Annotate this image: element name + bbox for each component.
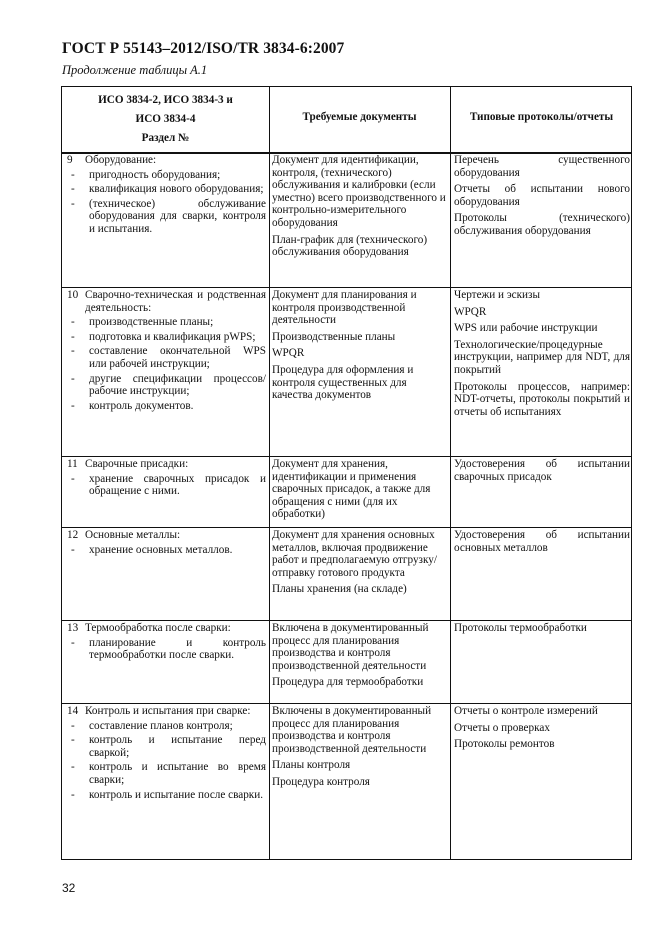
report-entry: WPQR: [454, 305, 487, 318]
column-header-sections: [62, 91, 269, 148]
standards-table: [61, 86, 632, 860]
table-cell-docs: [269, 704, 450, 793]
row-number: 12: [67, 529, 79, 541]
report-entry: Удостоверения об испытании основных металлов: [454, 529, 630, 554]
row-title: Сварочно-техническая и родственная деятельность:: [85, 289, 266, 314]
doc-entry: Документ для идентификации, контроля, (технического) обслуживания и калибровки (если уместно) всего производственного и контрольно-измерительного оборудования: [272, 154, 446, 229]
doc-entry: План-график для (технического) обслуживания оборудования: [272, 233, 428, 259]
table-cell-docs: [269, 153, 450, 263]
table-row-section: 12 Основные металлы: - хранение основных металлов.: [62, 528, 269, 556]
document-title: ГОСТ Р 55143–2012/ISO/TR 3834-6:2007: [62, 40, 345, 57]
report-entry: Перечень существенного оборудования: [454, 154, 630, 179]
column-header-line: Раздел №: [141, 132, 190, 144]
doc-entry: Процедура для оформления и контроля существенных для качества документов: [272, 363, 414, 402]
list-item: составление окончательной WPS или рабочей инструкции;: [89, 345, 266, 370]
report-entry: Протоколы процессов, например: NDT-отчеты, протоколы покрытий и отчеты об испытаниях: [454, 380, 630, 418]
list-item: контроль документов.: [89, 399, 194, 412]
table-row-section: 9 Оборудование: - пригодность оборудования; - квалификация нового оборудования; - (техническое) обслуживание оборудования для сварки, контроля и испытания.: [67, 154, 266, 235]
table-cell-docs: [269, 528, 450, 600]
table-row-section: 11 Сварочные присадки: - хранение сварочных присадок и обращение с ними.: [67, 458, 266, 498]
doc-entry: Производственные планы: [272, 330, 396, 343]
table-cell-reports: [450, 457, 633, 487]
report-entry: WPS или рабочие инструкции: [454, 322, 598, 335]
doc-entry: Планы хранения (на складе): [272, 583, 407, 596]
list-item: контроль и испытание во время сварки;: [89, 761, 266, 786]
doc-entry: WPQR: [272, 347, 305, 360]
row-title: Оборудование:: [85, 154, 157, 166]
row-title: Сварочные присадки:: [85, 458, 189, 470]
doc-entry: Процедура для термообработки: [272, 676, 424, 689]
report-entry: Удостоверения об испытании сварочных присадок: [454, 458, 630, 483]
list-item: (техническое) обслуживание оборудования для сварки, контроля и испытания.: [89, 197, 266, 235]
report-entry: Протоколы ремонтов: [454, 738, 555, 751]
table-cell-docs: [269, 621, 450, 693]
list-item: другие спецификации процессов/ рабочие инструкции;: [89, 372, 266, 398]
row-number: 13: [67, 622, 79, 634]
column-header-line: ИСО 3834-4: [135, 113, 196, 125]
row-title: Термообработка после сварки:: [85, 622, 231, 634]
list-item: хранение сварочных присадок и обращение с ними.: [89, 472, 266, 498]
table-row-section: 13 Термообработка после сварки: - планирование и контроль термообработки после сварки.: [67, 622, 266, 662]
table-cell-docs: [269, 457, 450, 525]
column-header-line: ИСО 3834-2, ИСО 3834-3 и: [98, 94, 233, 106]
table-cell-docs: [269, 288, 450, 406]
row-title: Контроль и испытания при сварке:: [85, 705, 251, 717]
page-number: 32: [62, 881, 76, 895]
table-cell-reports: [450, 153, 633, 242]
column-header-required-docs: Требуемые документы: [302, 111, 417, 123]
list-item: производственные планы;: [89, 316, 214, 329]
list-item: подготовка и квалификация pWPS;: [89, 330, 256, 343]
report-entry: Отчеты об испытании нового оборудования: [454, 183, 630, 208]
doc-entry: Планы контроля: [272, 759, 351, 772]
list-item: контроль и испытание перед сваркой;: [89, 734, 266, 759]
doc-entry: Документ для хранения основных металлов, включая продвижение работ и предполагаемую отгрузку/ отправку готового продукта: [272, 529, 437, 579]
doc-entry: Документ для планирования и контроля производственной деятельности: [272, 289, 417, 327]
row-title: Основные металлы:: [85, 529, 181, 541]
list-item: составление планов контроля;: [89, 719, 233, 732]
row-number: 11: [67, 458, 78, 470]
list-item: контроль и испытание после сварки.: [89, 788, 264, 801]
row-number: 9: [67, 154, 73, 166]
report-entry: Протоколы термообработки: [454, 622, 587, 634]
doc-entry: Включена в документированный процесс для планирования производства и контроля производственной деятельности: [272, 622, 429, 672]
list-item: хранение основных металлов.: [89, 543, 233, 556]
report-entry: Протоколы (технического) обслуживания оборудования: [454, 212, 630, 237]
list-item: пригодность оборудования;: [89, 168, 221, 181]
list-item: планирование и контроль термообработки после сварки.: [89, 636, 266, 662]
table-continuation-caption: Продолжение таблицы А.1: [62, 63, 208, 77]
report-entry: Чертежи и эскизы: [454, 289, 540, 301]
table-cell-reports: [450, 621, 633, 639]
doc-entry: Документ для хранения, идентификации и применения сварочных присадок, а также для обращения с ними (для их обработки): [272, 458, 431, 521]
table-cell-reports: [450, 704, 633, 755]
table-cell-reports: [450, 528, 633, 558]
row-number: 14: [67, 705, 79, 717]
report-entry: Технологические/процедурные инструкции, например для NDT, для покрытий: [454, 338, 630, 376]
table-row-section: 14 Контроль и испытания при сварке: - составление планов контроля; - контроль и испытание перед сваркой; - контроль и испытание во время сварки; - контроль и испытание после сварки.: [67, 705, 266, 801]
table-cell-reports: [450, 288, 633, 422]
table-row-section: 10 Сварочно-техническая и родственная деятельность: - производственные планы; - подготовка и квалификация pWPS; - составление окончательной WPS или рабочей инструкции; - другие спецификации процессов/ рабочие инструкции; - контроль документов.: [67, 289, 266, 412]
column-header-typical-reports: Типовые протоколы/отчеты: [469, 111, 614, 123]
doc-entry: Процедура контроля: [272, 775, 370, 788]
row-number: 10: [67, 289, 79, 301]
doc-entry: Включены в документированный процесс для планирования производства и контроля производственной деятельности: [272, 705, 432, 755]
report-entry: Отчеты о контроле измерений: [454, 705, 598, 717]
list-item: квалификация нового оборудования;: [89, 183, 264, 196]
report-entry: Отчеты о проверках: [454, 721, 550, 734]
